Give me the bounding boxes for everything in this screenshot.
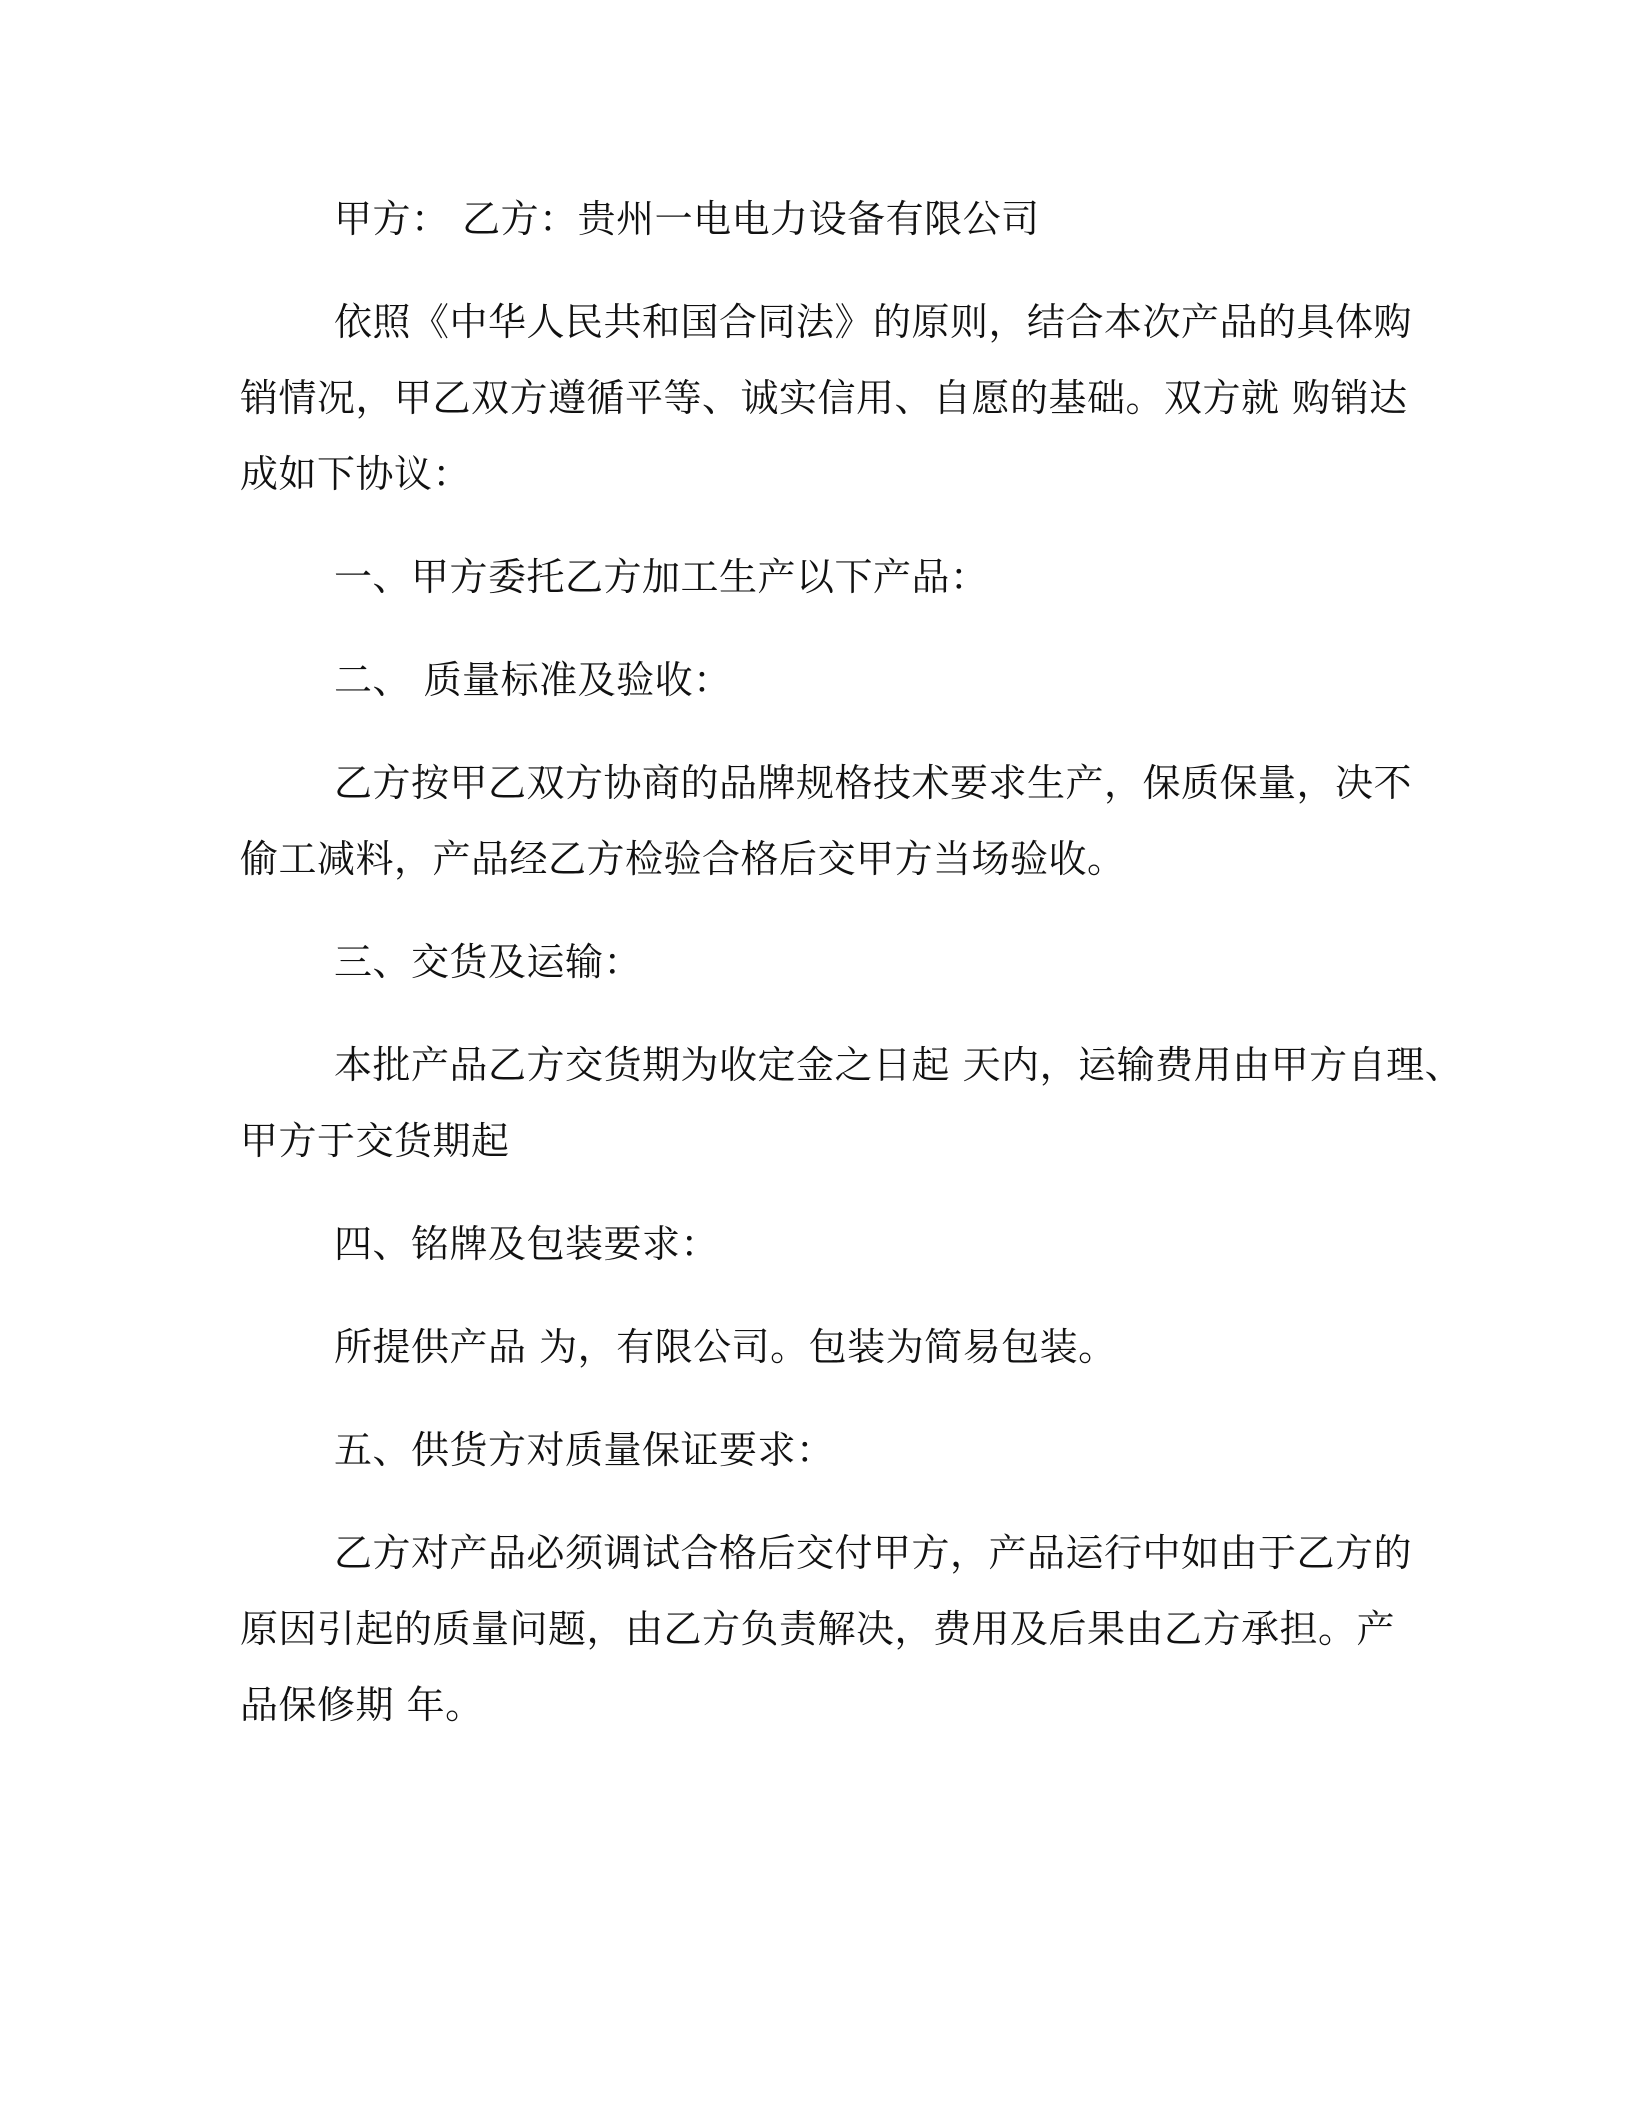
section-2-body-line-2: 偷工减料，产品经乙方检验合格后交甲方当场验收。 <box>240 837 1126 881</box>
parties-line: 甲方： 乙方：贵州一电电力设备有限公司 <box>334 197 1040 241</box>
section-3-body-line-1: 本批产品乙方交货期为收定金之日起 天内，运输费用由甲方自理、 <box>334 1043 1464 1087</box>
section-3-heading: 三、交货及运输： <box>334 940 643 984</box>
intro-paragraph-line-1: 依照《中华人民共和国合同法》的原则，结合本次产品的具体购 <box>334 300 1413 344</box>
section-2-heading: 二、 质量标准及验收： <box>334 658 732 702</box>
section-5-body-line-3: 品保修期 年。 <box>240 1683 484 1727</box>
section-3-body-line-2: 甲方于交货期起 <box>240 1119 510 1163</box>
section-5-body-line-1: 乙方对产品必须调试合格后交付甲方，产品运行中如由于乙方的 <box>334 1531 1413 1575</box>
section-2-body-line-1: 乙方按甲乙双方协商的品牌规格技术要求生产，保质保量，决不 <box>334 761 1413 805</box>
section-1-heading: 一、甲方委托乙方加工生产以下产品： <box>334 555 989 599</box>
intro-paragraph-line-2: 销情况，甲乙双方遵循平等、诚实信用、自愿的基础。双方就 购销达 <box>240 376 1408 420</box>
section-4-heading: 四、铭牌及包装要求： <box>334 1222 720 1266</box>
section-4-body: 所提供产品 为，有限公司。包装为简易包装。 <box>334 1325 1117 1369</box>
section-5-body-line-2: 原因引起的质量问题，由乙方负责解决，费用及后果由乙方承担。产 <box>240 1607 1396 1651</box>
intro-paragraph-line-3: 成如下协议： <box>240 452 472 496</box>
section-5-heading: 五、供货方对质量保证要求： <box>334 1428 835 1472</box>
